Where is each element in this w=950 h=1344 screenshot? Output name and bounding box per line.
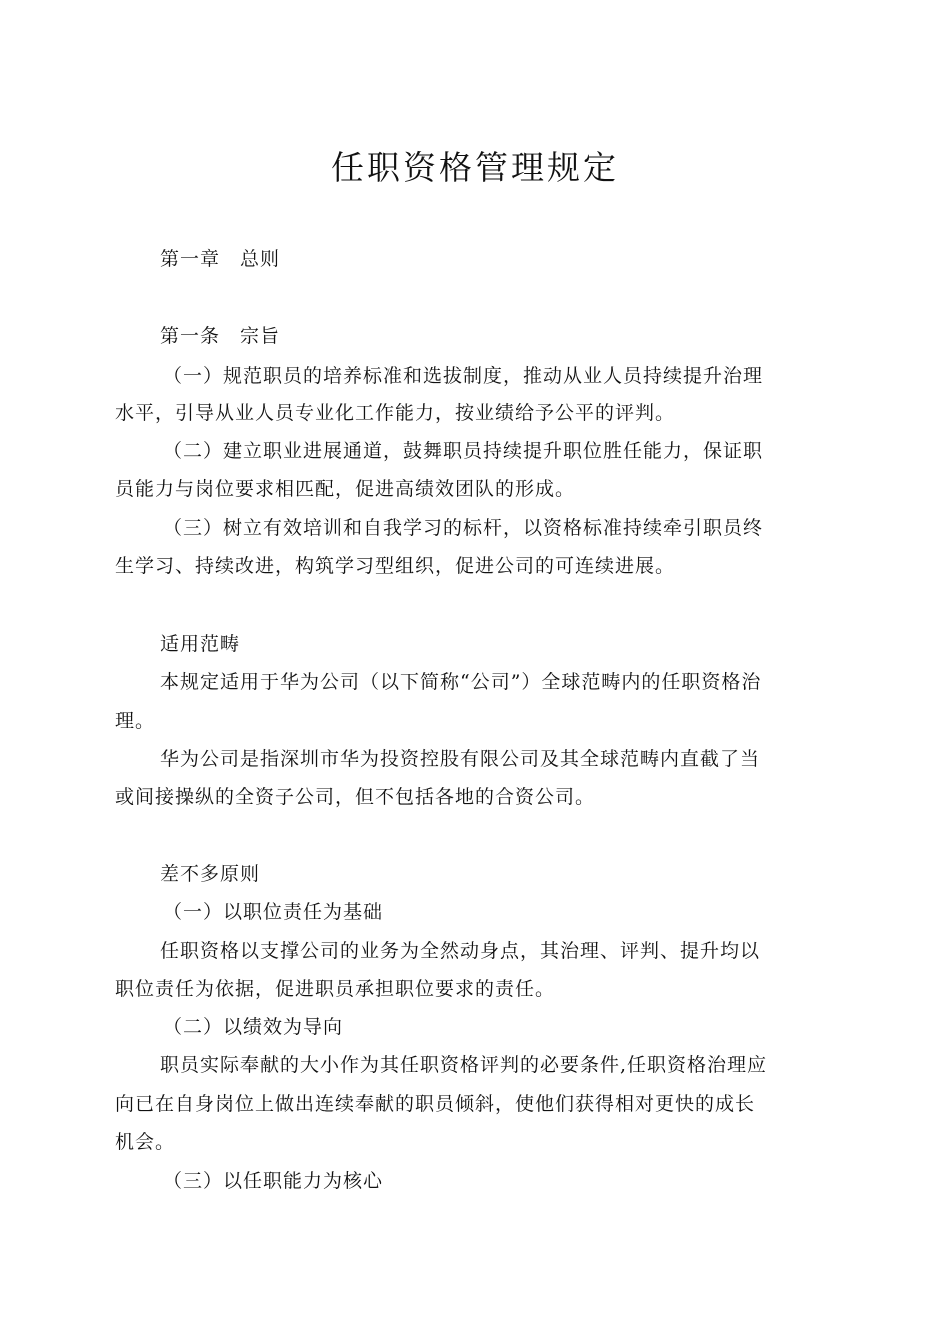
paragraph-line: 华为公司是指深圳市华为投资控股有限公司及其全球范畴内直截了当 xyxy=(160,748,761,770)
paragraph-line: （三）树立有效培训和自我学习的标杆，以资格标准持续牵引职员终 xyxy=(163,517,764,539)
paragraph-line: 机会。 xyxy=(115,1131,176,1153)
section-heading: 适用范畴 xyxy=(160,633,241,655)
paragraph-line: 生学习、持续改进，构筑学习型组织，促进公司的可连续进展。 xyxy=(115,555,676,577)
document-title: 任职资格管理规定 xyxy=(331,148,619,187)
subsection-heading: （二）以绩效为导向 xyxy=(163,1016,344,1038)
paragraph-line: 或间接操纵的全资子公司，但不包括各地的合资公司。 xyxy=(115,786,596,808)
paragraph-line: 职员实际奉献的大小作为其任职资格评判的必要条件,任职资格治理应 xyxy=(160,1054,768,1076)
subsection-heading: （一）以职位责任为基础 xyxy=(163,901,384,923)
paragraph-line: 任职资格以支撑公司的业务为全然动身点，其治理、评判、提升均以 xyxy=(160,940,761,962)
section-heading: 差不多原则 xyxy=(160,863,261,885)
subsection-heading: （三）以任职能力为核心 xyxy=(163,1170,384,1192)
paragraph-line: 向已在自身岗位上做出连续奉献的职员倾斜，使他们获得相对更快的成长 xyxy=(115,1093,756,1115)
paragraph-line: （二）建立职业进展通道，鼓舞职员持续提升职位胜任能力，保证职 xyxy=(163,440,764,462)
chapter-heading: 第一章 总则 xyxy=(160,248,281,270)
paragraph-line: 水平，引导从业人员专业化工作能力，按业绩给予公平的评判。 xyxy=(115,402,676,424)
paragraph-line: 职位责任为依据，促进职员承担职位要求的责任。 xyxy=(115,978,556,1000)
paragraph-line: 理。 xyxy=(115,710,156,732)
paragraph-line: （一）规范职员的培养标准和选拔制度，推动从业人员持续提升治理 xyxy=(163,365,764,387)
paragraph-line: 本规定适用于华为公司（以下简称“公司”）全球范畴内的任职资格治 xyxy=(160,671,762,693)
article-heading: 第一条 宗旨 xyxy=(160,325,281,347)
paragraph-line: 员能力与岗位要求相匹配，促进高绩效团队的形成。 xyxy=(115,478,576,500)
